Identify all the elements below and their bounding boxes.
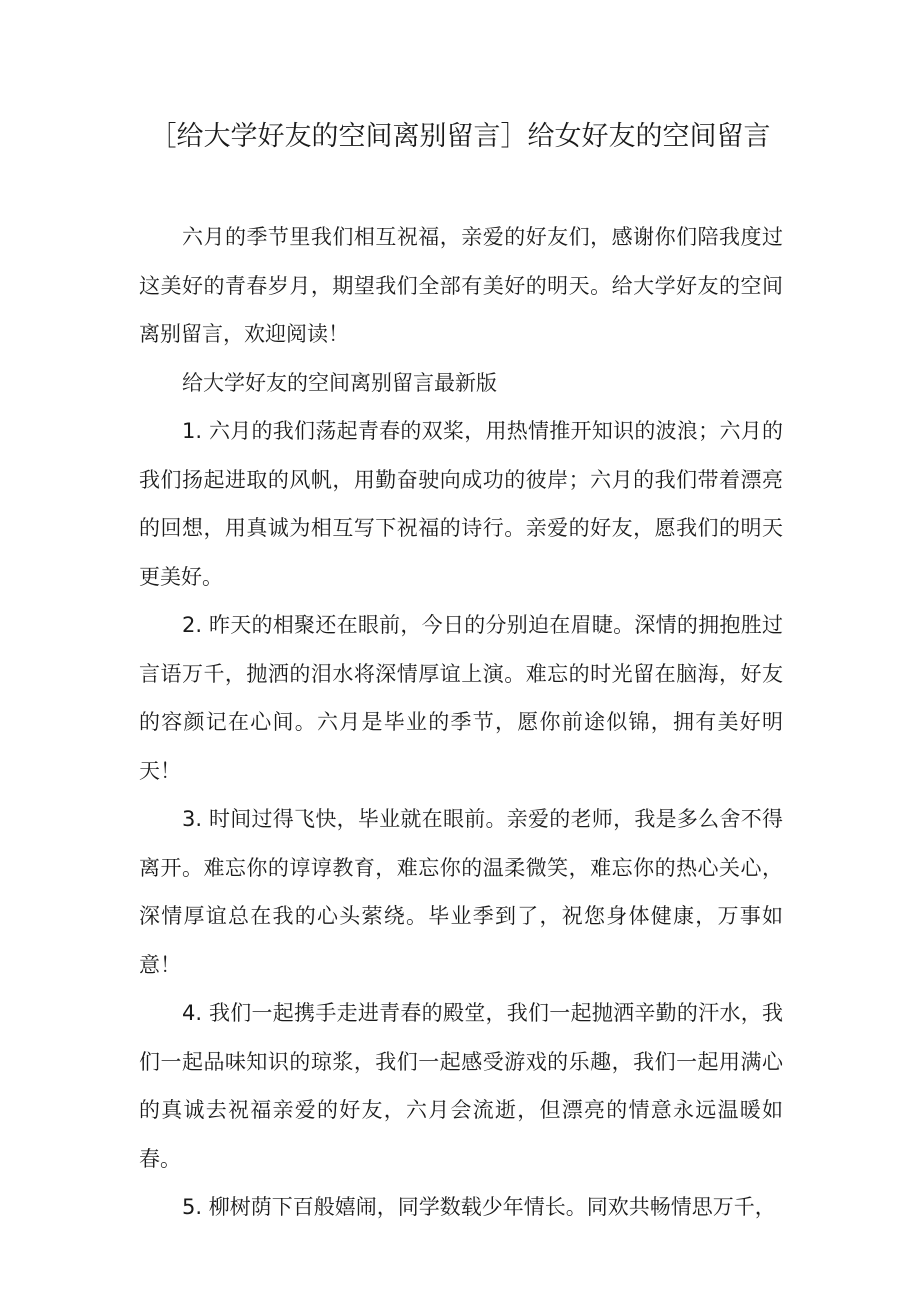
message-item-2: 2. 昨天的相聚还在眼前，今日的分别迫在眉睫。深情的拥抱胜过言语万千，抛洒的泪水将深情厚谊上演。难忘的时光留在脑海，好友的容颜记在心间。六月是毕业的季节，愿你前途似锦，拥有美好明天！ — [139, 613, 783, 783]
message-item-4: 4. 我们一起携手走进青春的殿堂，我们一起抛洒辛勤的汗水，我们一起品味知识的琼浆，我们一起感受游戏的乐趣，我们一起用满心的真诚去祝福亲爱的好友，六月会流逝，但漂亮的情意永远温暖如春。 — [139, 1001, 783, 1171]
message-item-5: 5. 柳树荫下百般嬉闹，同学数载少年情长。同欢共畅情思万千， — [182, 1195, 776, 1219]
message-item-3: 3. 时间过得飞快，毕业就在眼前。亲爱的老师，我是多么舍不得离开。难忘你的谆谆教育，难忘你的温柔微笑，难忘你的热心关心，深情厚谊总在我的心头萦绕。毕业季到了，祝您身体健康，万事如意！ — [139, 807, 783, 977]
document-title: ［给大学好友的空间离别留言］给女好友的空间留言 — [149, 121, 771, 152]
document-body — [139, 213, 783, 1232]
section-heading: 给大学好友的空间离别留言最新版 — [182, 370, 497, 395]
message-item-1: 1. 六月的我们荡起青春的双桨，用热情推开知识的波浪；六月的我们扬起进取的风帆，用勤奋驶向成功的彼岸；六月的我们带着漂亮的回想，用真诚为相互写下祝福的诗行。亲爱的好友，愿我们的明天更美好。 — [139, 419, 783, 589]
intro-paragraph: 六月的季节里我们相互祝福，亲爱的好友们，感谢你们陪我度过这美好的青春岁月，期望我们全部有美好的明天。给大学好友的空间离别留言，欢迎阅读！ — [139, 225, 783, 346]
